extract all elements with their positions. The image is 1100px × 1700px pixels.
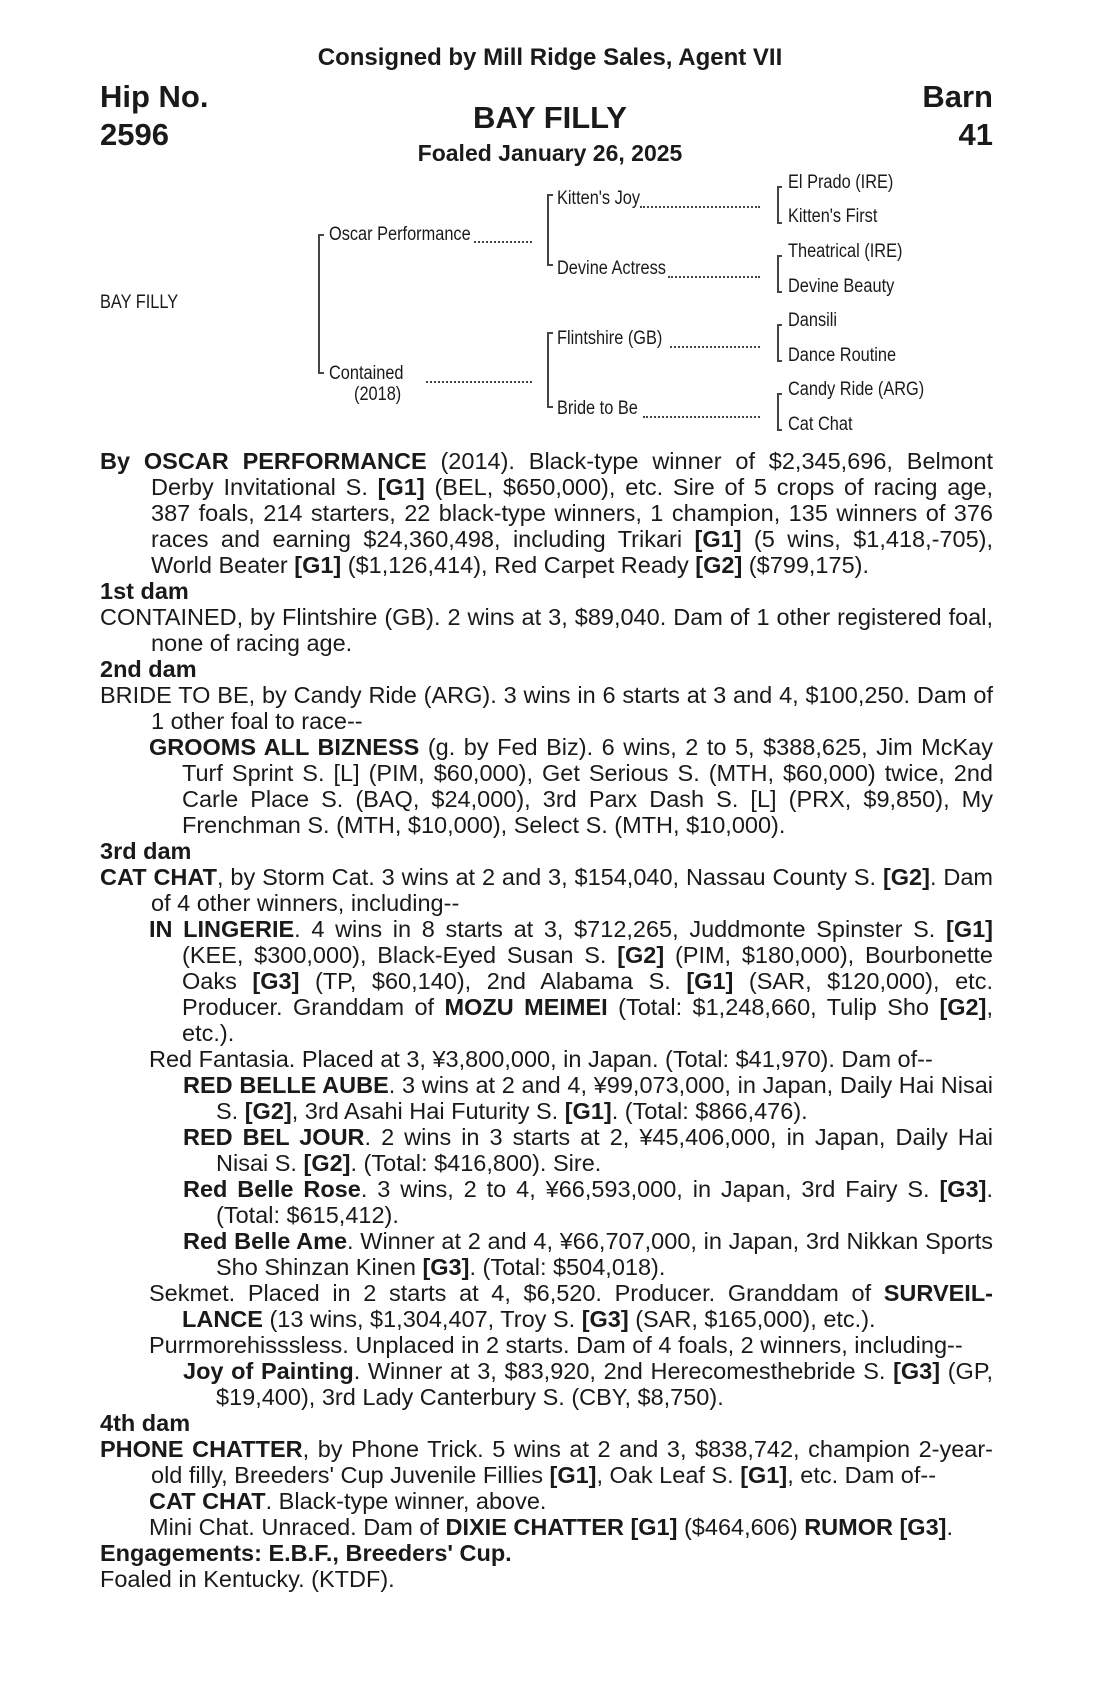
second-dam-heading: 2nd dam	[100, 656, 197, 682]
sire-paragraph: By OSCAR PERFORMANCE (2014). Black-type winner of $2,345,696, Belmont Derby Invitational S. [G1] (BEL, $650,000), etc. Sire of 5 crops of racing age, 387 foals, 214 starters, 22 black-type winners, 1 champion, 135 winners of 376 races and earning $24,360,498, including Trikari [G1] (5 wins, $1,418,-705), World Beater [G1] ($1,126,414), Red Carpet Ready [G2] ($799,175).	[100, 448, 993, 578]
hip-number: 2596	[100, 117, 169, 152]
pedigree-dam-sire: Flintshire (GB)	[557, 328, 663, 349]
pedigree-sire-sire: Kitten's Joy	[557, 188, 641, 209]
consigner-line: Consigned by Mill Ridge Sales, Agent VII	[317, 44, 783, 71]
pedigree-subject: BAY FILLY	[100, 292, 179, 313]
red-belle-ame-paragraph: Red Belle Ame. Winner at 2 and 4, ¥66,707,000, in Japan, 3rd Nikkan Sports Sho Shinzan Kinen [G3]. (Total: $504,018).	[183, 1228, 993, 1280]
second-dam-paragraph: BRIDE TO BE, by Candy Ride (ARG). 3 wins in 6 starts at 3 and 4, $100,250. Dam of 1 other foal to race--	[100, 682, 993, 734]
pedigree-gen3-2: Kitten's First	[788, 206, 878, 227]
mini-chat-line: Mini Chat. Unraced. Dam of DIXIE CHATTER [G1] ($464,606) RUMOR [G3].	[149, 1514, 954, 1540]
red-belle-rose-paragraph: Red Belle Rose. 3 wins, 2 to 4, ¥66,593,000, in Japan, 3rd Fairy S. [G3]. (Total: $615,412).	[183, 1176, 993, 1228]
sekmet-paragraph: Sekmet. Placed in 2 starts at 4, $6,520. Producer. Granddam of SURVEIL-LANCE (13 wins, $1,304,407, Troy S. [G3] (SAR, $165,000), etc.).	[149, 1280, 993, 1332]
cat-chat-line: CAT CHAT. Black-type winner, above.	[149, 1488, 547, 1514]
red-fantasia-paragraph: Red Fantasia. Placed at 3, ¥3,800,000, in Japan. (Total: $41,970). Dam of--	[149, 1046, 933, 1072]
pedigree-gen3-3: Theatrical (IRE)	[788, 241, 903, 262]
grooms-paragraph: GROOMS ALL BIZNESS (g. by Fed Biz). 6 wins, 2 to 5, $388,625, Jim McKay Turf Sprint S. [L] (PIM, $60,000), Get Serious S. (MTH, $60,000) twice, 2nd Carle Place S. (BAQ, $24,000), 3rd Parx Dash S. [L] (PRX, $9,850), My Frenchman S. (MTH, $10,000), Select S. (MTH, $10,000).	[149, 734, 994, 838]
red-belle-aube-paragraph: RED BELLE AUBE. 3 wins at 2 and 4, ¥99,073,000, in Japan, Daily Hai Nisai S. [G2], 3rd Asahi Hai Futurity S. [G1]. (Total: $866,476).	[183, 1072, 993, 1124]
red-bel-jour-paragraph: RED BEL JOUR. 2 wins in 3 starts at 2, ¥45,406,000, in Japan, Daily Hai Nisai S. [G2]. (Total: $416,800). Sire.	[183, 1124, 993, 1176]
pedigree-gen3-5: Dansili	[788, 310, 838, 331]
pedigree-gen3-1: El Prado (IRE)	[788, 172, 894, 193]
page-title: BAY FILLY	[473, 100, 627, 135]
pedigree-chart	[0, 0, 1100, 440]
pedigree-gen3-6: Dance Routine	[788, 345, 897, 366]
joy-of-painting-paragraph: Joy of Painting. Winner at 3, $83,920, 2nd Herecomesthebride S. [G3] (GP, $19,400), 3rd Lady Canterbury S. (CBY, $8,750).	[183, 1358, 993, 1410]
pedigree-dam-dam: Bride to Be	[557, 398, 638, 419]
pedigree-dam-year: (2018)	[354, 384, 402, 405]
hip-label: Hip No.	[100, 79, 209, 114]
pedigree-sire-dam: Devine Actress	[557, 258, 666, 279]
fourth-dam-heading: 4th dam	[100, 1410, 191, 1436]
first-dam-paragraph: CONTAINED, by Flintshire (GB). 2 wins at 3, $89,040. Dam of 1 other registered foal, none of racing age.	[100, 604, 993, 656]
barn-label: Barn	[922, 79, 993, 114]
first-dam-heading: 1st dam	[100, 578, 189, 604]
pedigree-gen3-4: Devine Beauty	[788, 276, 895, 297]
lingerie-paragraph: IN LINGERIE. 4 wins in 8 starts at 3, $712,265, Juddmonte Spinster S. [G1] (KEE, $300,000), Black-Eyed Susan S. [G2] (PIM, $180,000), Bourbonette Oaks [G3] (TP, $60,140), 2nd Alabama S. [G1] (SAR, $120,000), etc. Producer. Granddam of MOZU MEIMEI (Total: $1,248,660, Tulip Sho [G2], etc.).	[149, 916, 994, 1046]
foaled-in-line: Foaled in Kentucky. (KTDF).	[100, 1566, 395, 1592]
pedigree-dam: Contained	[329, 363, 404, 384]
engagements-line: Engagements: E.B.F., Breeders' Cup.	[100, 1540, 512, 1566]
purrmorehisssless-paragraph: Purrmorehisssless. Unplaced in 2 starts. Dam of 4 foals, 2 winners, including--	[149, 1332, 963, 1358]
pedigree-gen3-8: Cat Chat	[788, 414, 853, 435]
foaled-date: Foaled January 26, 2025	[417, 140, 683, 166]
pedigree-sire: Oscar Performance	[329, 224, 471, 245]
fourth-dam-paragraph: PHONE CHATTER, by Phone Trick. 5 wins at 2 and 3, $838,742, champion 2-year-old filly, Breeders' Cup Juvenile Fillies [G1], Oak Leaf S. [G1], etc. Dam of--	[100, 1436, 994, 1488]
pedigree-gen3-7: Candy Ride (ARG)	[788, 379, 925, 400]
barn-number: 41	[958, 117, 993, 152]
catalog-text	[100, 448, 993, 1592]
third-dam-heading: 3rd dam	[100, 838, 192, 864]
third-dam-paragraph: CAT CHAT, by Storm Cat. 3 wins at 2 and 3, $154,040, Nassau County S. [G2]. Dam of 4 other winners, including--	[100, 864, 993, 916]
